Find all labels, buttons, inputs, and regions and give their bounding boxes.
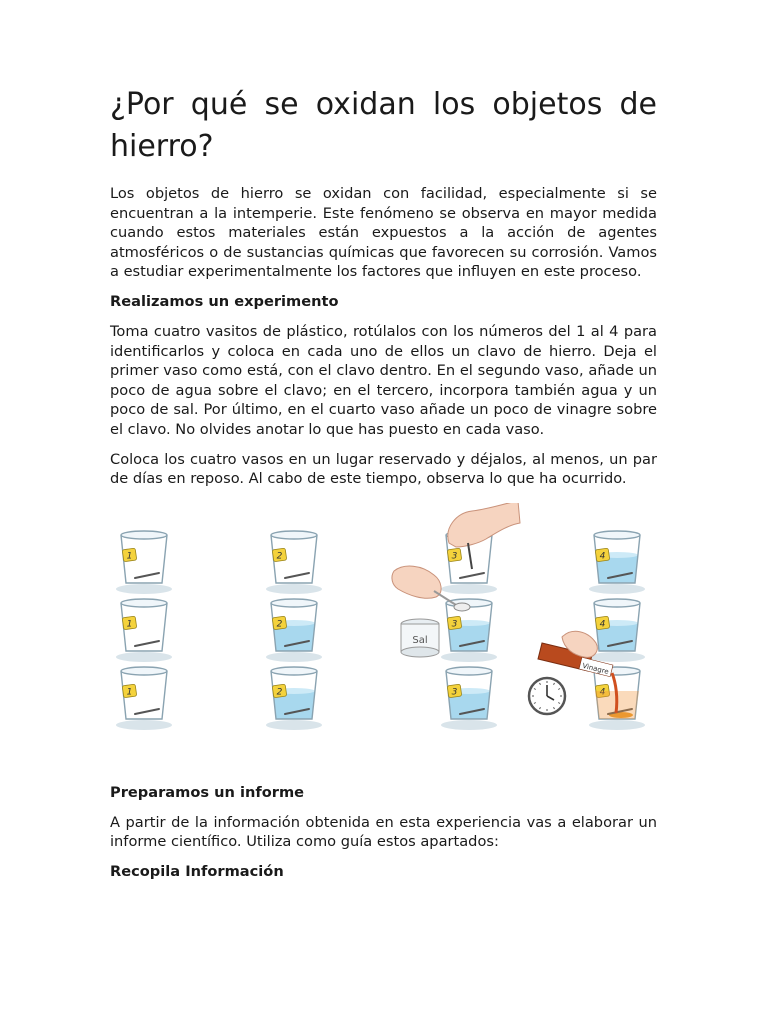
hand-shape <box>392 566 441 598</box>
salt-container <box>401 619 439 657</box>
cup-shadow <box>589 584 645 594</box>
cup-shadow <box>441 652 497 662</box>
nail <box>285 573 309 578</box>
cup-shadow <box>589 720 645 730</box>
cup-label-number: 3 <box>451 687 458 698</box>
cup-3-row-3 <box>441 667 497 730</box>
spoon-handle <box>434 591 456 605</box>
cup-2-row-3 <box>266 667 322 730</box>
cup-shadow <box>266 720 322 730</box>
cup-label-number: 2 <box>276 551 283 562</box>
cup-label-number: 2 <box>276 619 283 630</box>
salt-base <box>401 647 439 657</box>
nail <box>135 573 159 578</box>
document-title: ¿Por qué se oxidan los objetos de hierro? <box>110 87 657 164</box>
nail <box>135 709 159 714</box>
cup-rim <box>271 531 317 539</box>
spoon-bowl <box>454 603 470 611</box>
falling-nail <box>468 543 472 569</box>
cup-2-row-2 <box>266 599 322 662</box>
cup-rim <box>271 599 317 607</box>
clock-icon <box>529 678 565 714</box>
cup-1-row-2 <box>116 599 172 662</box>
experiment-illustration-svg <box>104 503 651 753</box>
cup-1-row-3 <box>116 667 172 730</box>
cup-shadow <box>266 584 322 594</box>
section-heading-experiment: Realizamos un experimento <box>110 292 339 310</box>
cup-label-number: 4 <box>599 551 606 562</box>
cup-label-number: 4 <box>599 619 606 630</box>
section-heading-information: Recopila Información <box>110 862 284 880</box>
hand-shape <box>448 503 520 547</box>
experiment-paragraph-2: Coloca los cuatro vasos en un lugar reservado y déjalos, al menos, un par de días en reposo. Al cabo de este tiempo, observa lo que ha ocurrido. <box>110 450 657 488</box>
cup-rim <box>594 531 640 539</box>
cup-shadow <box>441 720 497 730</box>
document-content <box>110 84 657 892</box>
cup-rim <box>271 667 317 675</box>
cup-rim <box>121 667 167 675</box>
cup-label-number: 1 <box>126 619 133 630</box>
intro-paragraph: Los objetos de hierro se oxidan con facilidad, especialmente si se encuentran a la intemperie. Este fenómeno se observa en mayor medida cuando estos materiales están expuestos a la acción de agentes atmosféricos o de sustancias químicas que favorecen su corrosión. Vamos a estudiar experimentalmente los factores que influyen en este proceso. <box>110 185 657 281</box>
cup-shadow <box>589 652 645 662</box>
nail <box>460 573 484 578</box>
cup-label-number: 2 <box>276 687 283 698</box>
cup-rim <box>121 599 167 607</box>
nail <box>135 641 159 646</box>
cup-2-row-1 <box>266 531 322 594</box>
cup-1-row-1 <box>116 531 172 594</box>
salt-label: Sal <box>412 634 428 646</box>
cup-label-number: 3 <box>451 551 458 562</box>
cup-label-number: 1 <box>126 687 133 698</box>
cup-rim <box>121 531 167 539</box>
experiment-illustration <box>104 503 651 753</box>
experiment-paragraph-1: Toma cuatro vasitos de plástico, rotúlalos con los números del 1 al 4 para identificarlos y coloca en cada uno de ellos un clavo de hierro. Deja el primer vaso como está, con el clavo dentro. En el segundo vaso, añade un poco de agua sobre el clavo; en el tercero, incorpora también agua y un poco de sal. Por último, en el cuarto vaso añade un poco de vinagre sobre el clavo. No olvides anotar lo que has puesto en cada vaso. <box>110 322 657 438</box>
cup-4-row-1 <box>589 531 645 594</box>
cup-label-number: 3 <box>451 619 458 630</box>
cup-label-number: 1 <box>126 551 133 562</box>
cup-shadow <box>441 584 497 594</box>
cup-rim <box>446 667 492 675</box>
vinegar-label: Vinagre <box>581 661 610 676</box>
cup-shadow <box>116 652 172 662</box>
report-paragraph: A partir de la información obtenida en esta experiencia vas a elaborar un informe científico. Utiliza como guía estos apartados: <box>110 813 657 851</box>
cup-shadow <box>116 584 172 594</box>
cup-4-row-2 <box>589 599 645 662</box>
cup-shadow <box>266 652 322 662</box>
cup-shadow <box>116 720 172 730</box>
section-heading-report: Preparamos un informe <box>110 783 305 801</box>
cup-rim <box>594 599 640 607</box>
